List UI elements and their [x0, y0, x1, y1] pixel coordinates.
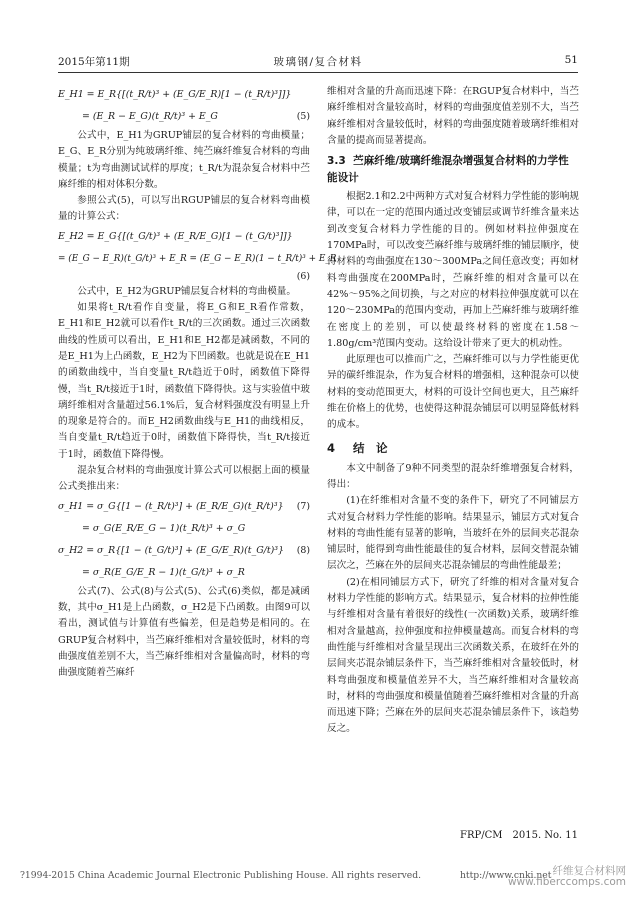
equation-6	[58, 226, 337, 284]
section-3-3-heading	[327, 153, 579, 187]
paragraph-eh1-definition: 公式中，E_H1为GRUP铺层的复合材料的弯曲模量；E_G、E_R分别为纯玻璃纤维、纯苎麻纤维复合材料的弯曲模量；t为弯曲测试试样的厚度；t_R/t为混杂复合材料中苎麻纤维的相对体积分数。	[58, 130, 310, 190]
paragraph-eh2-definition: 公式中，E_H2为GRUP铺层复合材料的弯曲模量。	[77, 285, 296, 297]
equation-7-number: (7)	[296, 500, 310, 512]
cnki-link[interactable]: http://www.cnki.net	[460, 870, 552, 881]
journal-footer-tag: FRP/CM 2015. No. 11	[460, 830, 578, 841]
section-3-3-number: 3.3	[327, 155, 346, 168]
section-4-heading	[327, 440, 579, 457]
equation-8-line-1: σ_H2 = σ_R{[1 − (t_G/t)³] + (E_G/E_R)(t_G/t)³}	[58, 544, 284, 556]
equation-7	[58, 496, 310, 540]
conclusion-item-1: (1)在纤维相对含量不变的条件下，研究了不同铺层方式对复合材料力学性能的影响。结果显示，铺层方式对复合材料的弯曲性能有显著的影响，当玻纤在外的层间夹芯混杂铺层时，能得到弯曲性能最佳的复合材料，层间交替混杂铺层次之，苎麻在外的层间夹芯混杂铺层的弯曲性能最差；	[327, 495, 579, 572]
paragraph-strength-analysis: 公式(7)、公式(8)与公式(5)、公式(6)类似，都是减函数，其中σ_H1是上凸函数，σ_H2是下凸函数。由图9可以看出，测试值与计算值有些偏差，但是趋势是相同的。在GRUP复合材料中，当苎麻纤维相对含量较低时，材料的弯曲强度值差别不大，当苎麻纤维相对含量偏高时，材料的弯曲强度随着苎麻纤	[58, 585, 310, 679]
watermark-line-2: www.fiberccomps.com	[507, 876, 626, 888]
equation-8	[58, 540, 310, 584]
section-3-3-title: 苎麻纤维/玻璃纤维混杂增强复合材料的力学性能设计	[327, 155, 569, 185]
paragraph-function-analysis: 如果将t_R/t看作自变量，将E_G和E_R看作常数，E_H1和E_H2就可以看作t_R/t的三次函数。通过三次函数曲线的性质可以看出，E_H1和E_H2都是减函数，不同的是E_H1为上凸函数，E_H2为下凹函数。也就是说在E_H1的函数曲线中，当自变量t_R/t趋近于0时，函数值下降得慢，当t_R/t接近于1时，函数值下降得快。这与实验值中玻璃纤维相对含量超过56.1%后，复合材料强度没有明显上升的现象是符合的。而E_H2函数曲线与E_H1的曲线相反，当自变量t_R/t趋近于0时，函数值下降得快，当t_R/t接近于1时，函数值下降得慢。	[58, 302, 310, 460]
paragraph-rgup-strength: 维相对含量的升高而迅速下降：在RGUP复合材料中，当苎麻纤维相对含量较高时，材料的弯曲强度值差别不大，当苎麻纤维相对含量较低时，材料的弯曲强度随着玻璃纤维相对含量的提高而显著提高。	[327, 86, 579, 146]
header-rule	[58, 72, 578, 73]
equation-8-line-2: = σ_R(E_G/E_R − 1)(t_G/t)³ + σ_R	[82, 566, 245, 578]
equation-6-number: (6)	[296, 270, 310, 282]
equation-5-line-1: E_H1 = E_R{[(t_R/t)³ + (E_G/E_R)[1 − (t_R/t)³]]}	[58, 89, 292, 100]
paragraph-conclusion-intro: 本文中制备了9种不同类型的混杂纤维增强复合材料，得出：	[327, 462, 579, 490]
equation-5-number: (5)	[296, 111, 310, 122]
equation-5-line-2: = (E_R − E_G)(t_R/t)³ + E_G	[82, 111, 218, 122]
conclusion-item-2: (2)在相同铺层方式下，研究了纤维的相对含量对复合材料力学性能的影响方式。结果显示，复合材料的拉伸性能与纤维相对含量有着很好的线性(一次函数)关系，玻璃纤维相对含量越高，拉伸强度和拉伸模量越高。而复合材料的弯曲性能与纤维相对含量呈现出三次函数关系，在玻纤在外的层间夹芯混杂铺层条件下，当苎麻纤维相对含量较低时，材料弯曲强度和模量值差异不大，当苎麻纤维相对含量较高时，材料的弯曲强度和模量值随着苎麻纤维相对含量的升高而迅速下降；苎麻在外的层间夹芯混杂铺层条件下，该趋势反之。	[327, 576, 579, 735]
watermark-line-1: 纤维复合材料网	[552, 865, 626, 877]
equation-5	[58, 84, 310, 128]
page-header	[58, 54, 578, 72]
copyright-text: ?1994-2015 China Academic Journal Electronic Publishing House. All rights reserved.	[20, 870, 422, 881]
equation-7-line-2: = σ_G(E_R/E_G − 1)(t_R/t)³ + σ_G	[82, 522, 246, 534]
copyright-line	[20, 870, 552, 881]
section-4-title: 结 论	[353, 440, 388, 455]
paragraph-strength-intro: 混杂复合材料的弯曲强度计算公式可以根据上面的模量公式类推出来：	[58, 465, 310, 493]
equation-6-line-2: = (E_G − E_R)(t_G/t)³ + E_R = (E_G − E_R)(1 − t_R/t)³ + E_R	[58, 253, 337, 264]
section-4-number: 4	[327, 440, 336, 455]
paragraph-design-principle: 根据2.1和2.2中两种方式对复合材料力学性能的影响规律，可以在一定的范围内通过改变铺层或调节纤维含量来达到改变复合材料力学性能的目的。例如材料拉伸强度在170MPa时，可以改变苎麻纤维与玻璃纤维的铺层顺序，使得材料的弯曲强度在130～300MPa之间任意改变；再如材料弯曲强度在200MPa时，苎麻纤维的相对含量可以在42%～95%之间切换，与之对应的材料拉伸强度就可以在120～230MPa的范围内变动，再加上苎麻纤维与玻璃纤维在密度上的差别，可以使最终材料的密度在1.58～1.80g/cm³范围内变动。这给设计带来了更大的机动性。	[327, 191, 579, 349]
journal-title: 玻璃钢/复合材料	[273, 56, 363, 68]
paragraph-rgup-intro: 参照公式(5)，可以写出RGUP铺层的复合材料弯曲模量的计算公式：	[58, 195, 310, 223]
equation-6-line-1: E_H2 = E_G{[(t_G/t)³ + (E_R/E_G)[1 − (t_G/t)³]]}	[58, 230, 293, 242]
watermark	[508, 866, 626, 888]
page-number: 51	[564, 54, 578, 66]
issue-label: 2015年第11期	[58, 56, 130, 68]
right-column	[327, 84, 579, 738]
paragraph-carbon-hybrid: 此原理也可以推而广之，苎麻纤维可以与力学性能更优异的碳纤维混杂，作为复合材料的增强相，这种混杂可以使材料的变动范围更大，材料的可设计空间也更大，且苎麻纤维在价格上的优势，也使得这种混杂铺层可以明显降低材料的成本。	[327, 354, 579, 431]
equation-8-number: (8)	[296, 544, 310, 556]
equation-7-line-1: σ_H1 = σ_G{[1 − (t_R/t)³] + (E_R/E_G)(t_R/t)³}	[58, 500, 284, 512]
